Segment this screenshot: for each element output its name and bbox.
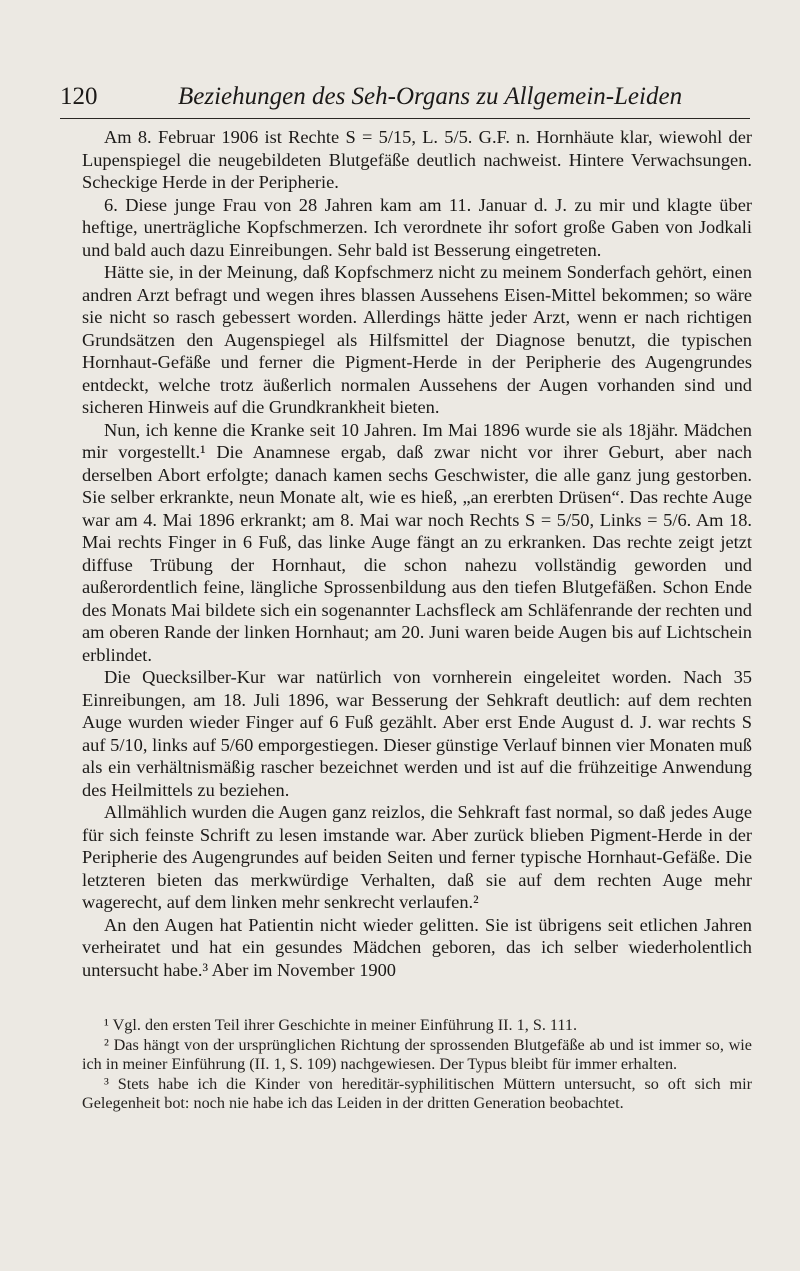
- paragraph: Hätte sie, in der Meinung, daß Kopfschmerz nicht zu meinem Sonderfach gehört, einen andren Arzt befragt und wegen ihres blassen Aussehens Eisen-Mittel bekommen; so wäre sie nicht so rasch gebessert worden. Allerdings hätte jeder Arzt, wenn er nach richtigen Grundsätzen den Augenspiegel als Hilfsmittel der Diagnose benutzt, die typischen Hornhaut-Gefäße und ferner die Pigment-Herde in der Peripherie des Augengrundes entdeckt, welche trotz äußerlich normalen Aussehens der Augen vorhanden sind und sicheren Hinweis auf die Grundkrankheit bieten.: [82, 262, 752, 417]
- footnote: ¹ Vgl. den ersten Teil ihrer Geschichte in meiner Einführung II. 1, S. 111.: [104, 1016, 578, 1034]
- paragraph: Allmählich wurden die Augen ganz reizlos, die Sehkraft fast normal, so daß jedes Auge für sich feinste Schrift zu lesen imstande war. Aber zurück blieben Pigment-Herde in der Peripherie des Augengrundes auf beiden Seiten und ferner typische Hornhaut-Gefäße. Die letzteren bieten das merkwürdige Verhalten, daß sie auf dem rechten Auge mehr wagerecht, auf dem linken mehr senkrecht verlaufen.²: [82, 802, 752, 912]
- page-number: 120: [60, 83, 98, 110]
- paragraph: Am 8. Februar 1906 ist Rechte S = 5/15, L. 5/5. G.F. n. Hornhäute klar, wiewohl der Lupenspiegel die neugebildeten Blutgefäße deutlich nachweist. Hintere Verwachsungen. Scheckige Herde in der Peripherie.: [82, 127, 752, 192]
- paragraph: Die Quecksilber-Kur war natürlich von vornherein eingeleitet worden. Nach 35 Einreibungen, am 18. Juli 1896, war Besserung der Sehkraft deutlich: auf dem rechten Auge wurden wieder Finger auf 6 Fuß gezählt. Aber erst Ende August d. J. war rechts S auf 5/10, links auf 5/60 emporgestiegen. Dieser günstige Verlauf binnen vier Monaten muß als ein verhältnismäßig rascher bezeichnet werden und ist auf die frühzeitige Anwendung des Heilmittels zu beziehen.: [82, 667, 752, 800]
- paragraph: An den Augen hat Patientin nicht wieder gelitten. Sie ist übrigens seit etlichen Jahren verheiratet und hat ein gesundes Mädchen geboren, das ich selber wiederholentlich untersucht habe.³ Aber im November 1900: [82, 914, 752, 980]
- paragraph: Nun, ich kenne die Kranke seit 10 Jahren. Im Mai 1896 wurde sie als 18jähr. Mädchen mir vorgestellt.¹ Die Anamnese ergab, daß zwar nicht vor ihrer Geburt, aber nach derselben Abort erfolgte; danach kamen sechs Geschwister, die alle ganz jung gestorben. Sie selber erkrankte, neun Monate alt, wie es hieß, „an ererbten Drüsen“. Das rechte Auge war am 4. Mai 1896 erkrankt; am 8. Mai war noch Rechts S = 5/50, Links = 5/6. Am 18. Mai rechts Finger in 6 Fuß, das linke Auge fängt an zu erkranken. Das rechte zeigt jetzt diffuse Trübung der Hornhaut, die schon nahezu vollständig geworden und außerordentlich feine, längliche Sprossenbildung aus den tiefen Blutgefäßen. Schon Ende des Monats Mai bildete sich ein sogenannter Lachsfleck am Schläfenrande der rechten und am oberen Rande der linken Hornhaut; am 20. Juni waren beide Augen bis auf Lichtschein erblindet.: [82, 419, 752, 665]
- running-title: Beziehungen des Seh-Organs zu Allgemein-Leiden: [178, 83, 683, 110]
- footnote: ³ Stets habe ich die Kinder von hereditär-syphilitischen Müttern untersucht, so oft sich mir Gelegenheit bot: noch nie habe ich das Leiden in der dritten Generation beobachtet.: [82, 1074, 752, 1112]
- footnotes: [82, 1016, 752, 1114]
- footnote: ² Das hängt von der ursprünglichen Richtung der sprossenden Blutgefäße ab und ist immer so, wie ich in meiner Einführung (II. 1, S. 109) nachgewiesen. Der Typus bleibt für immer erhalten.: [82, 1035, 752, 1073]
- page-header: [60, 82, 750, 119]
- body-text: [82, 126, 752, 981]
- paragraph: 6. Diese junge Frau von 28 Jahren kam am 11. Januar d. J. zu mir und klagte über heftige, unerträgliche Kopfschmerzen. Ich verordnete ihr sofort große Gaben von Jodkali und bald auch dazu Einreibungen. Sehr bald ist Besserung eingetreten.: [82, 194, 752, 260]
